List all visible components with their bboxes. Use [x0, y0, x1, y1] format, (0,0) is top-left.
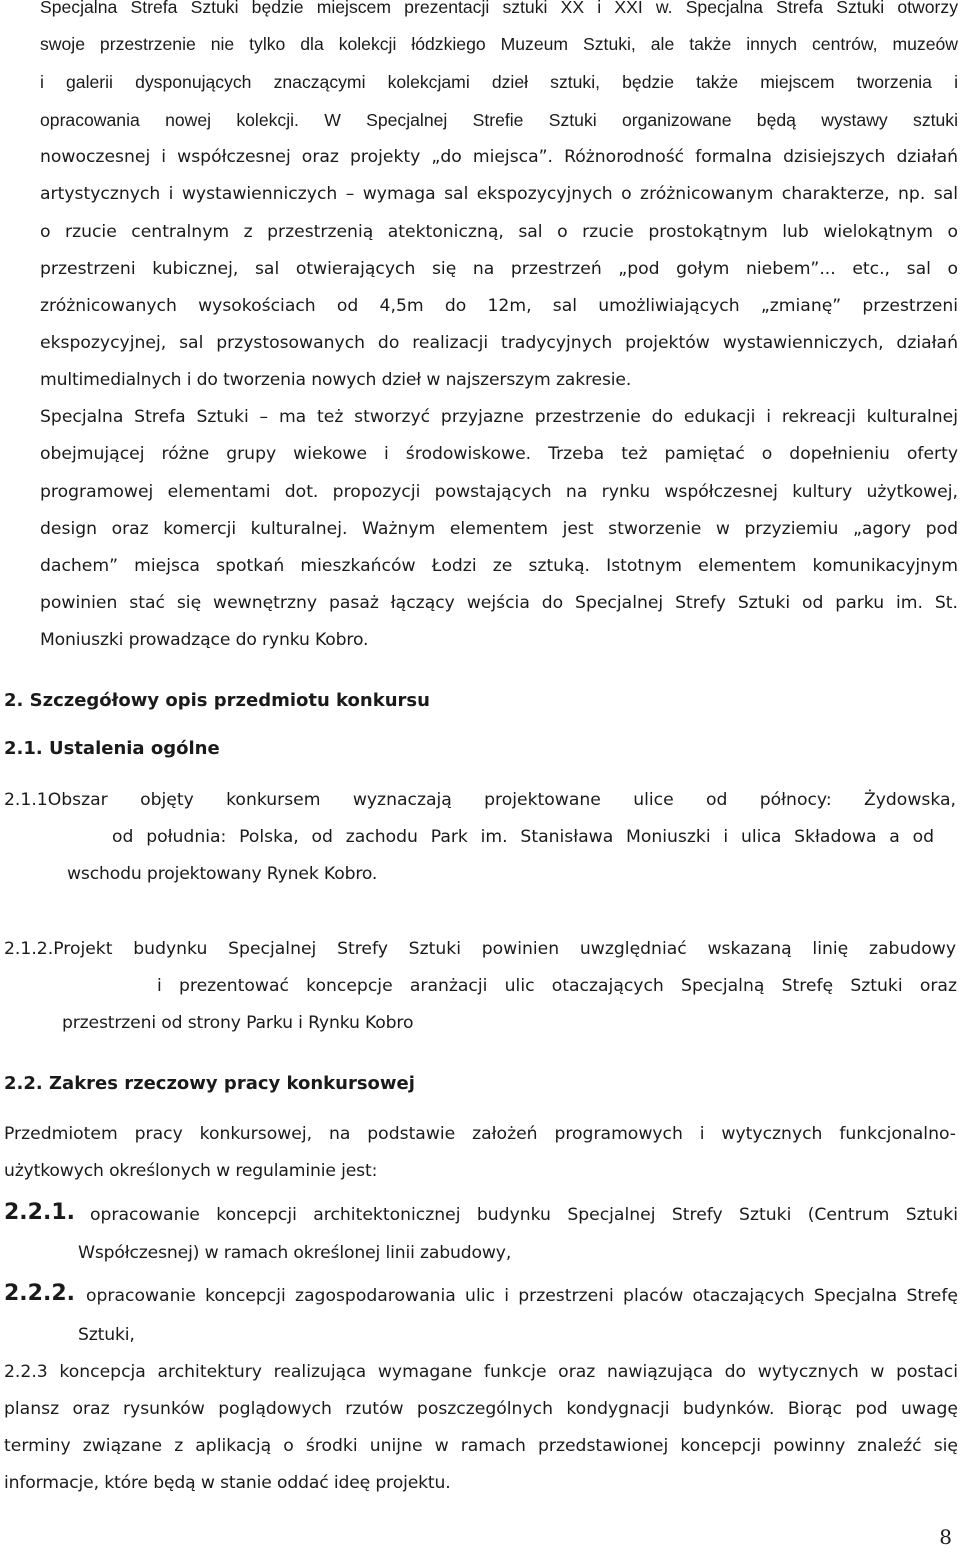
paragraph-1-line-1: Specjalna Strefa Sztuki będzie miejscem prezentacji sztuki XX i XXI w. Specjalna Strefa Sztuki otworzy — [40, 0, 958, 17]
paragraph-2-line-6: powinien stać się wewnętrzny pasaż łączący wejścia do Specjalnej Strefy Sztuki od parku im. St. — [40, 593, 958, 613]
item-2-2-1-number: 2.2.1. — [4, 1200, 75, 1225]
paragraph-2-line-3: programowej elementami dot. propozycji powstających na rynku współczesnej kultury użytkowej, — [40, 482, 958, 502]
item-2-2-2-line-1: opracowanie koncepcji zagospodarowania ulic i przestrzeni placów otaczających Specjalna Strefę — [86, 1286, 958, 1306]
paragraph-1-line-7: o rzucie centralnym z przestrzenią atektoniczną, sal o rzucie prostokątnym lub wielokątnym o — [40, 222, 958, 242]
paragraph-1-line-9: zróżnicowanych wysokościach od 4,5m do 12m, sal umożliwiających „zmianę” przestrzeni — [40, 296, 958, 316]
item-2-1-1-line-2: od południa: Polska, od zachodu Park im. Stanisława Moniuszki i ulica Składowa a od — [112, 827, 934, 847]
intro-2-2-line-2: użytkowych określonych w regulaminie jest: — [4, 1161, 378, 1181]
paragraph-1-line-8: przestrzeni kubicznej, sal otwierających się na przestrzeń „pod gołym niebem”... etc., sal o — [40, 259, 958, 279]
item-2-2-3-line-1: 2.2.3 koncepcja architektury realizująca wymagane funkcje oraz nawiązująca do wytycznych w postaci — [4, 1362, 958, 1382]
item-2-1-1-line-3: wschodu projektowany Rynek Kobro. — [67, 864, 378, 884]
item-2-2-3-line-4: informacje, które będą w stanie oddać ideę projektu. — [4, 1473, 451, 1493]
item-2-1-1-line-1: 2.1.1Obszar objęty konkursem wyznaczają projektowane ulice od północy: Żydowska, — [4, 790, 956, 810]
paragraph-2-line-4: design oraz komercji kulturalnej. Ważnym elementem jest stworzenie w przyziemiu „agory pod — [40, 519, 958, 539]
page-number: 8 — [939, 1525, 952, 1549]
item-2-2-1-line-1: opracowanie koncepcji architektonicznej budynku Specjalnej Strefy Sztuki (Centrum Sztuki — [90, 1205, 958, 1225]
paragraph-1-line-2: swoje przestrzenie nie tylko dla kolekcji łódzkiego Muzeum Sztuki, ale także innych centrów, muzeów — [40, 34, 958, 54]
paragraph-1-line-10: ekspozycyjnej, sal przystosowanych do realizacji tradycyjnych projektów wystawienniczych, działań — [40, 333, 958, 353]
item-2-1-2-line-3: przestrzeni od strony Parku i Rynku Kobro — [62, 1013, 414, 1033]
paragraph-1-line-5: nowoczesnej i współczesnej oraz projekty „do miejsca”. Różnorodność formalna dzisiejszych działań — [40, 147, 958, 167]
paragraph-1-line-3: i galerii dysponujących znaczącymi kolekcjami dzieł sztuki, będzie także miejscem tworzenia i — [40, 72, 958, 92]
paragraph-1-line-4: opracowania nowej kolekcji. W Specjalnej Strefie Sztuki organizowane będą wystawy sztuki — [40, 110, 958, 130]
item-2-1-2-line-1: 2.1.2.Projekt budynku Specjalnej Strefy Sztuki powinien uwzględniać wskazaną linię zabudowy — [4, 939, 956, 959]
paragraph-2-line-2: obejmującej różne grupy wiekowe i środowiskowe. Trzeba też pamiętać o dopełnieniu oferty — [40, 444, 958, 464]
intro-2-2-line-1: Przedmiotem pracy konkursowej, na podstawie założeń programowych i wytycznych funkcjonalno- — [4, 1124, 956, 1144]
item-2-2-2-line-2: Sztuki, — [78, 1325, 135, 1345]
item-2-2-2-number: 2.2.2. — [4, 1281, 75, 1306]
paragraph-1-line-6: artystycznych i wystawienniczych – wymaga sal ekspozycyjnych o zróżnicowanym charakterze, np. sal — [40, 184, 958, 204]
paragraph-1-line-11: multimedialnych i do tworzenia nowych dzieł w najszerszym zakresie. — [40, 370, 632, 390]
heading-section-2-1: 2.1. Ustalenia ogólne — [4, 738, 220, 759]
heading-section-2: 2. Szczegółowy opis przedmiotu konkursu — [4, 690, 430, 711]
heading-section-2-2: 2.2. Zakres rzeczowy pracy konkursowej — [4, 1073, 415, 1094]
item-2-2-3-line-2: plansz oraz rysunków poglądowych rzutów poszczególnych kondygnacji budynków. Biorąc pod uwagę — [4, 1399, 958, 1419]
paragraph-2-line-7: Moniuszki prowadzące do rynku Kobro. — [40, 630, 369, 650]
item-2-2-3-line-3: terminy związane z aplikacją o środki unijne w ramach przedstawionej koncepcji powinny znaleźć się — [4, 1436, 958, 1456]
paragraph-2-line-1: Specjalna Strefa Sztuki – ma też stworzyć przyjazne przestrzenie do edukacji i rekreacji kulturalnej — [40, 407, 958, 427]
item-2-1-2-line-2: i prezentować koncepcje aranżacji ulic otaczających Specjalną Strefę Sztuki oraz — [157, 976, 957, 996]
item-2-2-1-line-2: Współczesnej) w ramach określonej linii zabudowy, — [78, 1243, 512, 1263]
paragraph-2-line-5: dachem” miejsca spotkań mieszkańców Łodzi ze sztuką. Istotnym elementem komunikacyjnym — [40, 556, 958, 576]
